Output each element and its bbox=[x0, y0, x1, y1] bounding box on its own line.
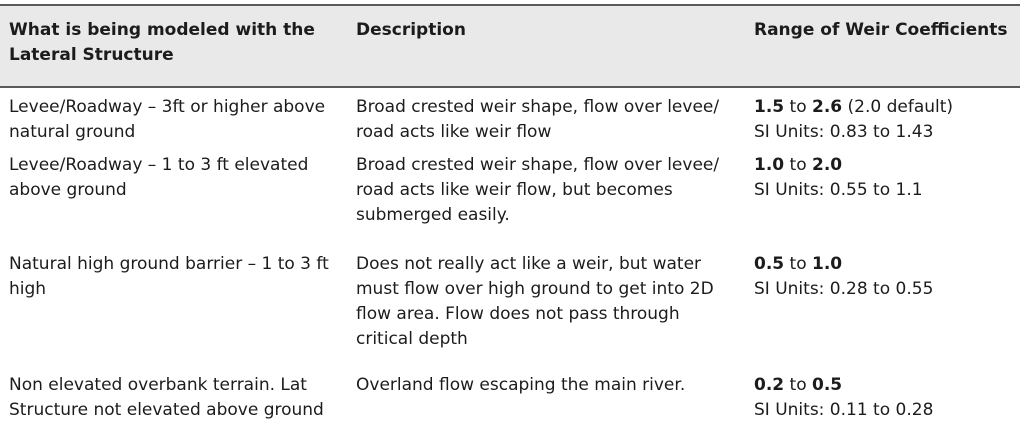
row1-note: (2.0 default) bbox=[842, 97, 954, 117]
row1-si: SI Units: 0.83 to 1.43 bbox=[754, 122, 934, 142]
row3-to: to bbox=[789, 254, 807, 274]
row1-to: to bbox=[789, 97, 807, 117]
row4-si: SI Units: 0.11 to 0.28 bbox=[754, 400, 934, 420]
row3-si: SI Units: 0.28 to 0.55 bbox=[754, 279, 934, 299]
row2-high: 2.0 bbox=[812, 155, 843, 175]
row2-low: 1.0 bbox=[754, 155, 785, 175]
row1-range bbox=[754, 95, 1020, 145]
row3-structure: Natural high ground barrier – 1 to 3 ft high bbox=[9, 254, 329, 299]
row1-high: 2.6 bbox=[812, 97, 843, 117]
header-structure: What is being modeled with the Lateral Structure bbox=[9, 20, 315, 65]
row3-high: 1.0 bbox=[812, 254, 843, 274]
row2-range bbox=[754, 153, 1020, 203]
row1-structure: Levee/Roadway – 3ft or higher above natural ground bbox=[9, 97, 326, 142]
header-weir-range: Range of Weir Coefficients bbox=[754, 20, 1008, 40]
row4-high: 0.5 bbox=[812, 375, 843, 395]
row2-description: Broad crested weir shape, flow over levee/ road acts like weir flow, but becomes submerged easily. bbox=[356, 155, 720, 225]
header-description: Description bbox=[356, 20, 466, 40]
row2-si: SI Units: 0.55 to 1.1 bbox=[754, 180, 923, 200]
row1-low: 1.5 bbox=[754, 97, 785, 117]
row4-structure: Non elevated overbank terrain. Lat Structure not elevated above ground bbox=[9, 375, 324, 420]
table-header bbox=[0, 4, 1020, 88]
row4-range bbox=[754, 373, 1020, 423]
row4-description: Overland flow escaping the main river. bbox=[356, 375, 686, 395]
row4-to: to bbox=[789, 375, 807, 395]
row2-structure: Levee/Roadway – 1 to 3 ft elevated above ground bbox=[9, 155, 309, 200]
row2-to: to bbox=[789, 155, 807, 175]
row3-description: Does not really act like a weir, but water must flow over high ground to get into 2D flow area. Flow does not pass through critical depth bbox=[356, 254, 714, 349]
row3-low: 0.5 bbox=[754, 254, 785, 274]
row3-range bbox=[754, 252, 1020, 302]
row4-low: 0.2 bbox=[754, 375, 785, 395]
row1-description: Broad crested weir shape, flow over levee/ road acts like weir flow bbox=[356, 97, 720, 142]
